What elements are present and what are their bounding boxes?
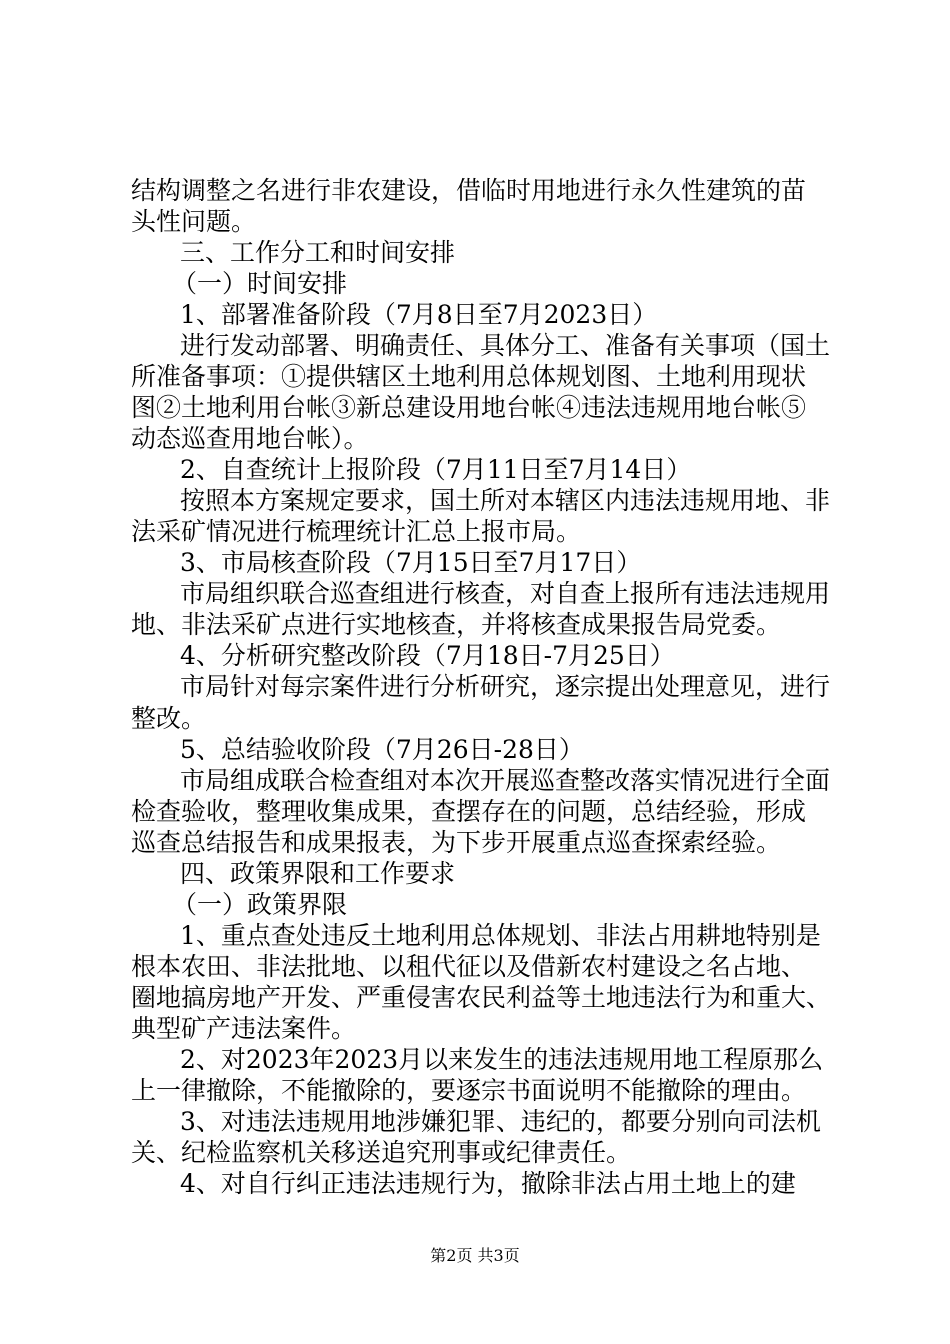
stage-heading: 2、自查统计上报阶段（7月11日至7月14日） (180, 455, 692, 484)
text-line: 2、对2023年2023月以来发生的违法违规用地工程原那么 (180, 1045, 824, 1074)
text-line: 4、对自行纠正违法违规行为，撤除非法占用土地上的建 (180, 1169, 796, 1198)
text-line: 法采矿情况进行梳理统计汇总上报市局。 (131, 517, 582, 546)
text-line: 按照本方案规定要求，国土所对本辖区内违法违规用地、非 (180, 486, 831, 515)
text-line: 进行发动部署、明确责任、具体分工、准备有关事项（国土 (180, 331, 831, 360)
subsection-heading: （一）时间安排 (172, 269, 348, 298)
subsection-heading: （一）政策界限 (172, 890, 348, 919)
text-line: 关、纪检监察机关移送追究刑事或纪律责任。 (131, 1138, 632, 1167)
text-line: 3、对违法违规用地涉嫌犯罪、违纪的，都要分别向司法机 (180, 1107, 821, 1136)
text-line: 所准备事项：①提供辖区土地利用总体规划图、土地利用现状 (131, 362, 807, 391)
text-line: 图②土地利用台帐③新总建设用地台帐④违法违规用地台帐⑤ (131, 393, 807, 422)
stage-heading: 4、分析研究整改阶段（7月18日-7月25日） (180, 641, 675, 670)
page-footer: 第2页 共3页 (430, 1246, 520, 1265)
text-line: 1、重点查处违反土地利用总体规划、非法占用耕地特别是 (180, 921, 821, 950)
text-line: 头性问题。 (131, 207, 257, 236)
stage-heading: 5、总结验收阶段（7月26日-28日） (180, 735, 584, 764)
text-line: 市局针对每宗案件进行分析研究，逐宗提出处理意见，进行 (180, 672, 831, 701)
text-line: 结构调整之名进行非农建设，借临时用地进行永久性建筑的苗 (131, 176, 807, 205)
text-line: 检查验收，整理收集成果，查摆存在的问题，总结经验，形成 (131, 797, 807, 826)
text-line: 市局组成联合检查组对本次开展巡查整改落实情况进行全面 (180, 766, 831, 795)
text-line: 上一律撤除，不能撤除的，要逐宗书面说明不能撤除的理由。 (131, 1076, 807, 1105)
section-heading: 四、政策界限和工作要求 (180, 859, 456, 888)
text-line: 整改。 (131, 704, 207, 733)
section-heading: 三、工作分工和时间安排 (180, 238, 456, 267)
text-line: 巡查总结报告和成果报表，为下步开展重点巡查探索经验。 (131, 828, 782, 857)
text-line: 圈地搞房地产开发、严重侵害农民利益等土地违法行为和重大、 (131, 983, 832, 1012)
text-line: 典型矿产违法案件。 (131, 1014, 357, 1043)
stage-heading: 1、部署准备阶段（7月8日至7月2023日） (180, 300, 658, 329)
text-line: 地、非法采矿点进行实地核查，并将核查成果报告局党委。 (131, 610, 782, 639)
text-line: 根本农田、非法批地、以租代征以及借新农村建设之名占地、 (131, 952, 807, 981)
stage-heading: 3、市局核查阶段（7月15日至7月17日） (180, 548, 642, 577)
text-line: 动态巡查用地台帐）。 (131, 424, 369, 453)
text-line: 市局组织联合巡查组进行核查，对自查上报所有违法违规用 (180, 579, 831, 608)
